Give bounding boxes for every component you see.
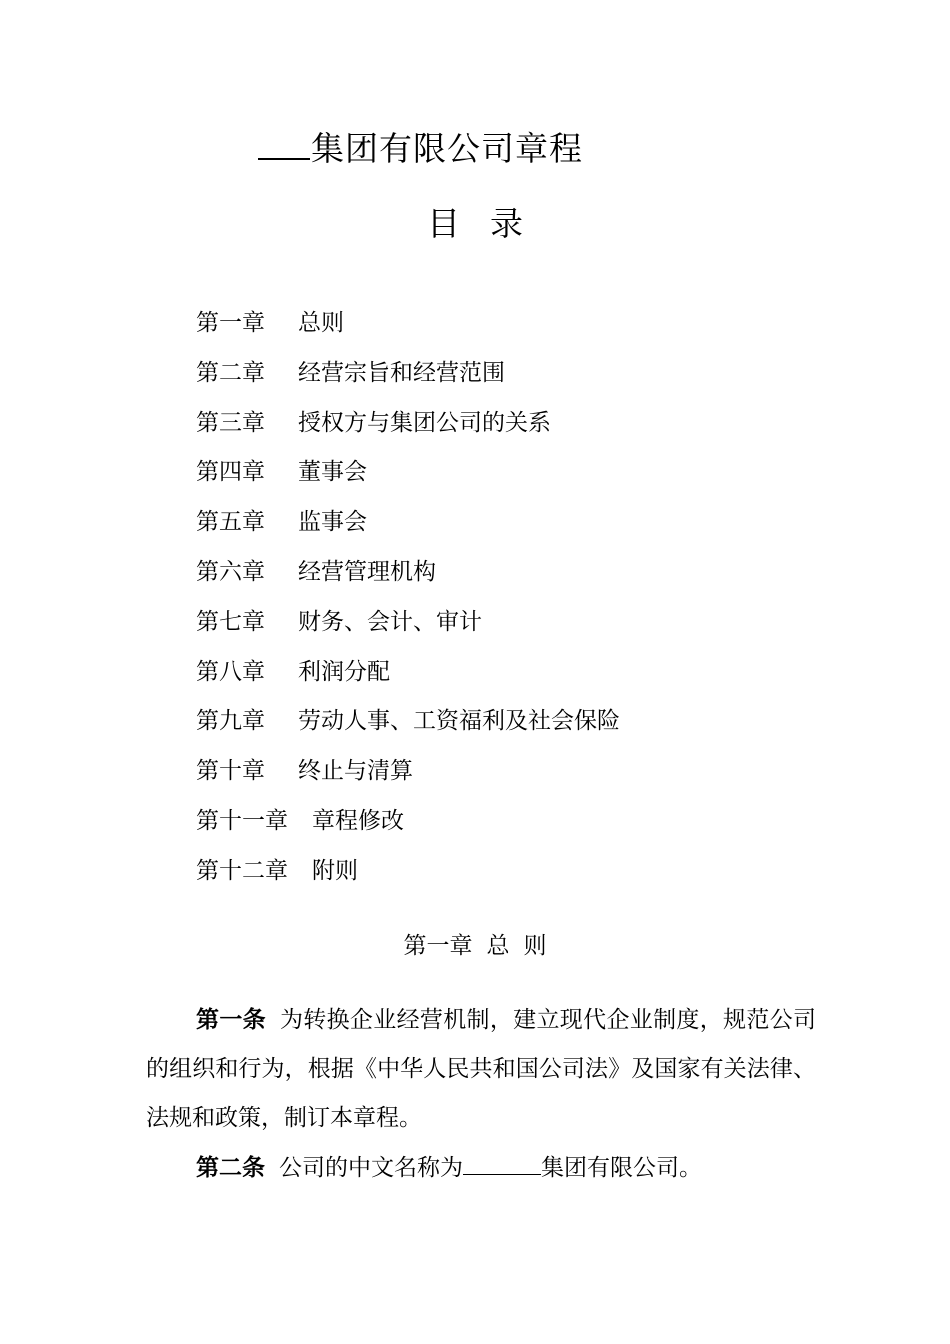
toc-item-number: 第四章 [196,459,265,486]
toc-item-title: 授权方与集团公司的关系 [298,409,551,436]
toc-heading-char-2: 录 [490,204,523,243]
name-blank [463,1152,541,1175]
toc-item[interactable] [196,705,620,755]
toc-item-title: 财务、会计、审计 [298,608,482,635]
chapter-title-char-2: 则 [523,933,547,959]
toc-item[interactable] [196,506,620,556]
article-label: 第二条 [196,1155,265,1181]
article-2 [146,1144,816,1193]
toc-item-title: 章程修改 [312,807,404,834]
article-text-before: 公司的中文名称为 [279,1155,463,1181]
toc-item[interactable] [196,407,620,457]
toc-heading-char-1: 目 [427,204,460,243]
toc-item[interactable] [196,556,620,606]
toc-item-number: 第五章 [196,509,265,536]
toc-item[interactable] [196,456,620,506]
toc-item[interactable] [196,606,620,656]
chapter-number: 第一章 [403,933,473,959]
toc-item[interactable] [196,755,620,805]
toc-item-title: 附则 [312,857,358,884]
toc-item-number: 第一章 [196,310,265,336]
toc-item-title: 总则 [298,310,344,336]
toc-item-number: 第八章 [196,658,265,685]
chapter-title-char-1: 总 [486,933,510,959]
toc-item-number: 第六章 [196,558,265,585]
toc-item-number: 第七章 [196,608,265,635]
toc-heading [0,204,950,244]
toc-item-title: 经营宗旨和经营范围 [298,359,505,386]
toc-item-number: 第三章 [196,409,265,436]
toc-list [196,307,620,905]
toc-item[interactable] [196,855,620,905]
document-title [258,128,583,169]
toc-item[interactable] [196,656,620,706]
toc-item[interactable] [196,307,620,357]
toc-item-number: 第二章 [196,359,265,386]
toc-item-number: 第十二章 [196,857,288,884]
toc-item-number: 第九章 [196,708,265,735]
article-text-after: 集团有限公司。 [541,1155,702,1181]
toc-item-title: 监事会 [298,509,367,536]
toc-item-title: 劳动人事、工资福利及社会保险 [298,708,620,735]
article-1 [146,996,816,1143]
toc-item-title: 经营管理机构 [298,558,436,585]
toc-item-title: 董事会 [298,459,367,486]
toc-item[interactable] [196,357,620,407]
toc-item-number: 第十章 [196,758,265,785]
title-blank [258,128,310,160]
article-label: 第一条 [196,1007,266,1033]
article-text: 为转换企业经营机制，建立现代企业制度，规范公司的组织和行为，根据《中华人民共和国公司法》及国家有关法律、法规和政策，制订本章程。 [146,1007,817,1131]
chapter-heading [0,930,950,962]
toc-item-number: 第十一章 [196,807,288,834]
toc-item[interactable] [196,805,620,855]
title-text: 集团有限公司章程 [311,129,583,168]
toc-item-title: 终止与清算 [298,758,413,785]
toc-item-title: 利润分配 [298,658,390,685]
